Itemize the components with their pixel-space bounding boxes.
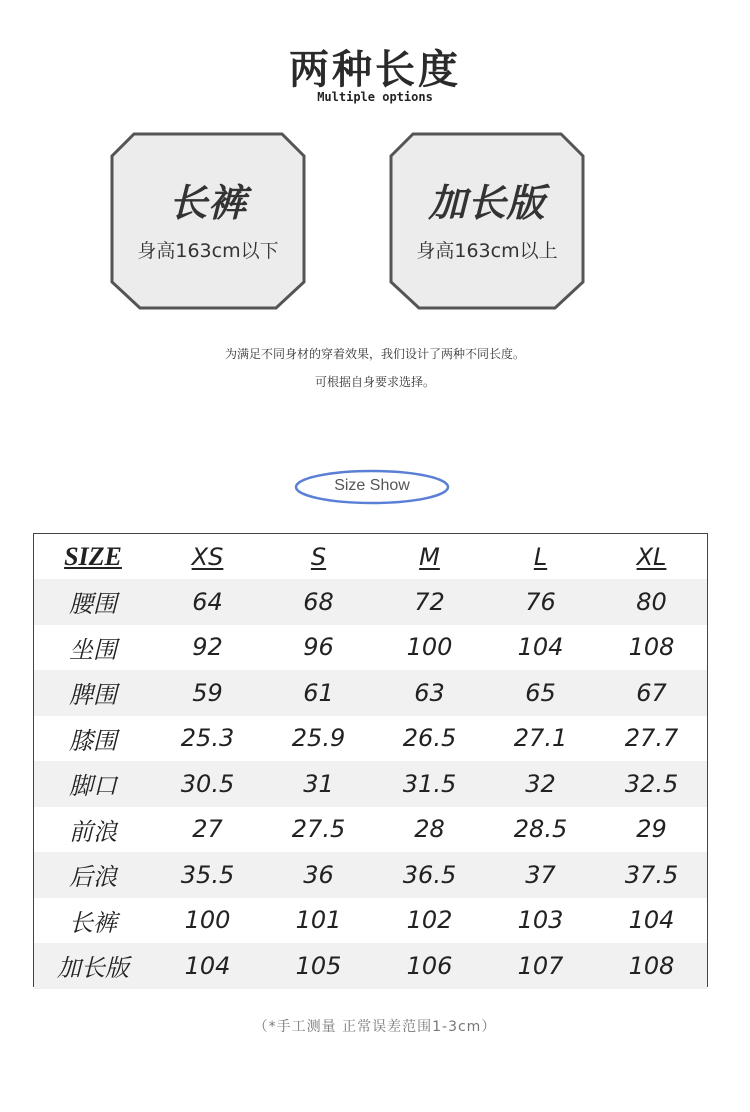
table-cell: 104 (628, 906, 675, 935)
table-cell: 67 (596, 670, 707, 716)
size-show-label: Size Show (334, 477, 410, 494)
table-cell: 32.5 (596, 761, 707, 807)
table-row (34, 852, 707, 898)
row-label: 脾围 (34, 670, 152, 716)
row-label: 长裤 (69, 908, 117, 937)
table-cell: 64 (152, 579, 263, 625)
row-label: 脚口 (34, 761, 152, 807)
table-cell: 61 (263, 670, 374, 716)
table-cell: 108 (628, 633, 675, 662)
size-corner-label: SIZE (64, 541, 122, 571)
table-cell: 63 (374, 670, 485, 716)
row-label: 坐围 (69, 635, 117, 664)
table-cell: 76 (485, 579, 596, 625)
table-cell: 25.3 (180, 724, 235, 753)
page-subtitle: Multiple options (317, 90, 433, 104)
size-header-xl: XL (636, 542, 667, 571)
size-header-l: L (533, 542, 548, 571)
table-cell: 65 (485, 670, 596, 716)
option-card-regular (110, 132, 306, 310)
option-name: 长裤 (168, 181, 247, 225)
table-cell: 96 (303, 633, 334, 662)
table-cell: 27.1 (513, 724, 568, 753)
table-row (34, 898, 707, 944)
option-description: 身高163cm以上 (416, 240, 558, 262)
option-description: 身高163cm以下 (137, 240, 279, 262)
table-cell: 25.9 (291, 724, 346, 753)
table-cell: 35.5 (152, 852, 263, 898)
size-header-s: S (310, 542, 327, 571)
table-cell: 36 (263, 852, 374, 898)
option-name: 加长版 (428, 181, 546, 225)
size-header-m: M (419, 542, 440, 571)
table-cell: 37.5 (596, 852, 707, 898)
table-cell: 72 (374, 579, 485, 625)
table-row (34, 670, 707, 716)
table-cell: 59 (152, 670, 263, 716)
table-row (34, 579, 707, 625)
table-cell: 27 (192, 815, 223, 844)
table-cell: 107 (485, 943, 596, 989)
table-cell: 105 (263, 943, 374, 989)
table-row (34, 625, 707, 671)
table-cell: 100 (406, 633, 453, 662)
page-title: 两种长度 (289, 47, 461, 93)
table-cell: 68 (263, 579, 374, 625)
table-row (34, 943, 707, 989)
table-cell: 31.5 (374, 761, 485, 807)
table-cell: 37 (485, 852, 596, 898)
table-cell: 80 (596, 579, 707, 625)
row-label: 加长版 (34, 943, 152, 989)
table-row (34, 807, 707, 853)
table-cell: 27.5 (291, 815, 346, 844)
table-cell: 32 (485, 761, 596, 807)
table-cell: 106 (374, 943, 485, 989)
row-label: 前浪 (69, 817, 117, 846)
table-cell: 108 (596, 943, 707, 989)
table-cell: 29 (636, 815, 667, 844)
size-header-xs: XS (191, 542, 224, 571)
table-row (34, 716, 707, 762)
table-header-row (34, 534, 707, 579)
table-cell: 101 (295, 906, 342, 935)
table-cell: 26.5 (402, 724, 457, 753)
row-label: 后浪 (34, 852, 152, 898)
size-show-badge (293, 468, 451, 506)
table-cell: 28.5 (513, 815, 568, 844)
table-cell: 104 (152, 943, 263, 989)
table-cell: 100 (184, 906, 231, 935)
option-card-extended (389, 132, 585, 310)
table-cell: 31 (263, 761, 374, 807)
measurement-footnote: （*手工测量 正常误差范围1-3cm） (253, 1019, 497, 1035)
table-cell: 27.7 (624, 724, 679, 753)
table-cell: 103 (517, 906, 564, 935)
table-cell: 102 (406, 906, 453, 935)
table-cell: 92 (192, 633, 223, 662)
size-table (33, 533, 708, 987)
note-line-1: 为满足不同身材的穿着效果，我们设计了两种不同长度。 (224, 347, 525, 361)
table-cell: 28 (414, 815, 445, 844)
row-label: 腰围 (34, 579, 152, 625)
table-row (34, 761, 707, 807)
table-cell: 104 (517, 633, 564, 662)
table-cell: 30.5 (152, 761, 263, 807)
row-label: 膝围 (69, 726, 117, 755)
note-line-2: 可根据自身要求选择。 (314, 375, 435, 389)
table-cell: 36.5 (374, 852, 485, 898)
